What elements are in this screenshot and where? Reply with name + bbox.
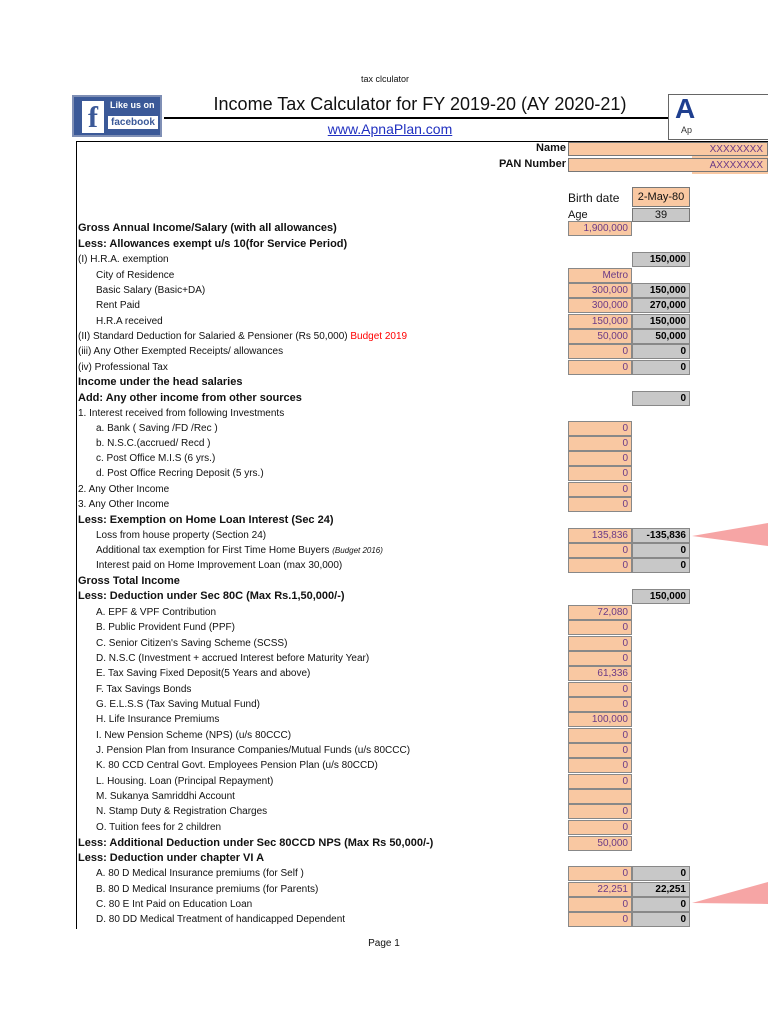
nps-row bbox=[78, 728, 768, 743]
row-label: Gross Total Income bbox=[78, 575, 180, 587]
row-label: M. Sukanya Samriddhi Account bbox=[96, 791, 235, 802]
tax-saving-fd-row bbox=[78, 666, 768, 681]
life-insurance-input[interactable]: 100,000 bbox=[568, 712, 632, 727]
row-label: Less: Exemption on Home Loan Interest (Sec 24) bbox=[78, 514, 334, 526]
sec-80c-value: 150,000 bbox=[632, 589, 690, 604]
row-label: 1. Interest received from following Investments bbox=[78, 408, 285, 419]
birth-date-input[interactable]: 2-May-80 bbox=[632, 187, 690, 207]
basic-salary-row bbox=[78, 283, 768, 298]
name-input[interactable]: XXXXXXXX bbox=[568, 142, 768, 156]
row-label: Rent Paid bbox=[96, 300, 140, 311]
facebook-like-button[interactable] bbox=[72, 95, 162, 137]
city-residence-row bbox=[78, 268, 768, 283]
pan-label: PAN Number bbox=[498, 158, 566, 170]
row-label: A. 80 D Medical Insurance premiums (for Self ) bbox=[96, 868, 304, 879]
page-title: Income Tax Calculator for FY 2019-20 (AY 2020-21) bbox=[213, 94, 627, 114]
ccd-pension-input[interactable]: 0 bbox=[568, 758, 632, 773]
standard-deduction-row bbox=[78, 329, 768, 344]
ppf-row bbox=[78, 620, 768, 635]
professional-tax-input[interactable]: 0 bbox=[568, 360, 632, 375]
row-label: 2. Any Other Income bbox=[78, 484, 170, 495]
any-other-income-input-2[interactable]: 0 bbox=[568, 497, 632, 512]
education-loan-row bbox=[78, 897, 768, 912]
education-loan-value: 0 bbox=[632, 897, 690, 912]
row-label: B. 80 D Medical Insurance premiums (for Parents) bbox=[96, 884, 319, 895]
row-label: Basic Salary (Basic+DA) bbox=[96, 285, 206, 296]
medical-parents-value: 22,251 bbox=[632, 882, 690, 897]
housing-loan-input[interactable]: 0 bbox=[568, 774, 632, 789]
medical-self-row bbox=[78, 866, 768, 881]
row-label: O. Tuition fees for 2 children bbox=[96, 822, 222, 833]
sukanya-input[interactable] bbox=[568, 789, 632, 804]
age-label: Age bbox=[568, 209, 588, 221]
pan-input[interactable]: AXXXXXXX bbox=[568, 158, 768, 172]
budget-note: Budget 2019 bbox=[350, 331, 408, 342]
logo-subtext: Ap bbox=[681, 125, 693, 135]
row-label: d. Post Office Recring Deposit (5 yrs.) bbox=[96, 468, 264, 479]
interest-investments-row bbox=[78, 406, 768, 421]
other-income-heading bbox=[78, 391, 768, 406]
other-income-value: 0 bbox=[632, 391, 690, 406]
row-label: K. 80 CCD Central Govt. Employees Pension Plan (u/s 80CCD) bbox=[96, 760, 378, 771]
row-label: Add: Any other income from other sources bbox=[78, 392, 302, 404]
house-property-loss-input[interactable]: 135,836 bbox=[568, 528, 632, 543]
tuition-fees-input[interactable]: 0 bbox=[568, 820, 632, 835]
row-label: (I) H.R.A. exemption bbox=[78, 254, 169, 265]
logo-letter: A bbox=[675, 93, 696, 124]
row-label: G. E.L.S.S (Tax Saving Mutual Fund) bbox=[96, 699, 260, 710]
hra-exemption-row bbox=[78, 252, 768, 267]
stamp-duty-input[interactable]: 0 bbox=[568, 804, 632, 819]
medical-parents-input[interactable]: 22,251 bbox=[568, 882, 632, 897]
row-label: Additional tax exemption for First Time Home Buyers bbox=[96, 545, 330, 556]
row-label: C. 80 E Int Paid on Education Loan bbox=[96, 899, 253, 910]
row-label: Gross Annual Income/Salary (with all allowances) bbox=[78, 222, 337, 234]
row-label: (II) Standard Deduction for Salaried & Pensioner (Rs 50,000) bbox=[78, 331, 348, 342]
nsc-interest-row bbox=[78, 436, 768, 451]
tax-savings-bonds-input[interactable]: 0 bbox=[568, 682, 632, 697]
epf-vpf-row bbox=[78, 605, 768, 620]
rent-paid-row bbox=[78, 298, 768, 313]
housing-loan-row bbox=[78, 774, 768, 789]
income-head-salaries-heading bbox=[78, 375, 768, 390]
row-label: Less: Allowances exempt u/s 10(for Service Period) bbox=[78, 238, 348, 250]
bank-interest-row bbox=[78, 421, 768, 436]
first-home-buyer-value: 0 bbox=[632, 543, 690, 558]
any-other-income-row-2 bbox=[78, 497, 768, 512]
row-label: N. Stamp Duty & Registration Charges bbox=[96, 806, 268, 817]
row-label: c. Post Office M.I.S (6 yrs.) bbox=[96, 453, 216, 464]
any-other-income-row-1 bbox=[78, 482, 768, 497]
facebook-like-label: Like us on bbox=[110, 100, 155, 110]
medical-self-value: 0 bbox=[632, 866, 690, 881]
hra-received-row bbox=[78, 314, 768, 329]
row-label: C. Senior Citizen's Saving Scheme (SCSS) bbox=[96, 638, 288, 649]
medical-self-input[interactable]: 0 bbox=[568, 866, 632, 881]
row-label: A. EPF & VPF Contribution bbox=[96, 607, 217, 618]
city-residence-input[interactable]: Metro bbox=[568, 268, 632, 283]
home-improvement-value: 0 bbox=[632, 558, 690, 573]
name-label: Name bbox=[536, 142, 566, 154]
other-exempted-value: 0 bbox=[632, 344, 690, 359]
pension-plan-row bbox=[78, 743, 768, 758]
birth-date-label: Birth date bbox=[568, 191, 620, 205]
post-office-mis-row bbox=[78, 451, 768, 466]
ppf-input[interactable]: 0 bbox=[568, 620, 632, 635]
gross-income-row bbox=[78, 221, 768, 236]
row-label: Loss from house property (Section 24) bbox=[96, 530, 267, 541]
bank-interest-input[interactable]: 0 bbox=[568, 421, 632, 436]
handicapped-dependent-input[interactable]: 0 bbox=[568, 912, 632, 927]
epf-vpf-input[interactable]: 72,080 bbox=[568, 605, 632, 620]
nsc-investment-row bbox=[78, 651, 768, 666]
stamp-duty-row bbox=[78, 804, 768, 819]
professional-tax-row bbox=[78, 360, 768, 375]
row-label: B. Public Provident Fund (PPF) bbox=[96, 622, 235, 633]
row-label: D. N.S.C (Investment + accrued Interest before Maturity Year) bbox=[96, 653, 370, 664]
sec-80ccd-heading bbox=[78, 836, 768, 851]
post-office-rd-row bbox=[78, 466, 768, 481]
sukanya-row bbox=[78, 789, 768, 804]
chapter-via-heading bbox=[78, 851, 768, 866]
basic-salary-value: 150,000 bbox=[632, 283, 690, 298]
row-label: City of Residence bbox=[96, 270, 175, 281]
row-label: (iv) Professional Tax bbox=[78, 362, 168, 373]
elss-row bbox=[78, 697, 768, 712]
row-label: Less: Deduction under Sec 80C (Max Rs.1,50,000/-) bbox=[78, 590, 345, 602]
row-label: b. N.S.C.(accrued/ Recd ) bbox=[96, 438, 211, 449]
age-value: 39 bbox=[632, 208, 690, 222]
tuition-fees-row bbox=[78, 820, 768, 835]
life-insurance-row bbox=[78, 712, 768, 727]
ccd-pension-row bbox=[78, 758, 768, 773]
allowances-exempt-heading bbox=[78, 237, 768, 252]
gross-income-input[interactable]: 1,900,000 bbox=[568, 221, 632, 236]
any-other-income-input-1[interactable]: 0 bbox=[568, 482, 632, 497]
education-loan-input[interactable]: 0 bbox=[568, 897, 632, 912]
nsc-investment-input[interactable]: 0 bbox=[568, 651, 632, 666]
sec-80ccd-input[interactable]: 50,000 bbox=[568, 836, 632, 851]
page-number: Page 1 bbox=[368, 938, 400, 949]
row-label: Income under the head salaries bbox=[78, 376, 243, 388]
row-label: I. New Pension Scheme (NPS) (u/s 80CCC) bbox=[96, 730, 292, 741]
gross-total-income-heading bbox=[78, 574, 768, 589]
standard-deduction-value: 50,000 bbox=[632, 329, 690, 344]
rent-paid-input[interactable]: 300,000 bbox=[568, 298, 632, 313]
sec-80c-heading bbox=[78, 589, 768, 604]
house-property-loss-row bbox=[78, 528, 768, 543]
scss-row bbox=[78, 636, 768, 651]
medical-parents-row bbox=[78, 882, 768, 897]
row-label: Less: Deduction under chapter VI A bbox=[78, 852, 265, 864]
other-exempted-input[interactable]: 0 bbox=[568, 344, 632, 359]
basic-salary-input[interactable]: 300,000 bbox=[568, 283, 632, 298]
tax-savings-bonds-row bbox=[78, 682, 768, 697]
facebook-icon: f bbox=[82, 101, 104, 133]
apnaplan-site-link[interactable]: www.ApnaPlan.com bbox=[327, 121, 453, 137]
row-label: D. 80 DD Medical Treatment of handicapped Dependent bbox=[96, 914, 346, 925]
tax-saving-fd-input[interactable]: 61,336 bbox=[568, 666, 632, 681]
hra-received-value: 150,000 bbox=[632, 314, 690, 329]
facebook-name-label: facebook bbox=[108, 116, 158, 129]
first-home-buyer-input[interactable]: 0 bbox=[568, 543, 632, 558]
elss-input[interactable]: 0 bbox=[568, 697, 632, 712]
apnaplan-logo bbox=[668, 94, 768, 140]
row-label: 3. Any Other Income bbox=[78, 499, 170, 510]
row-label: Less: Additional Deduction under Sec 80CCD NPS (Max Rs 50,000/-) bbox=[78, 837, 434, 849]
other-exempted-row bbox=[78, 344, 768, 359]
post-office-rd-input[interactable]: 0 bbox=[568, 466, 632, 481]
house-property-loss-value: -135,836 bbox=[632, 528, 690, 543]
row-label: (iii) Any Other Exempted Receipts/ allowances bbox=[78, 346, 284, 357]
row-label: F. Tax Savings Bonds bbox=[96, 684, 192, 695]
nps-input[interactable]: 0 bbox=[568, 728, 632, 743]
hra-received-input[interactable]: 150,000 bbox=[568, 314, 632, 329]
post-office-mis-input[interactable]: 0 bbox=[568, 451, 632, 466]
home-improvement-input[interactable]: 0 bbox=[568, 558, 632, 573]
budget-note: (Budget 2016) bbox=[332, 546, 383, 555]
sheet-name: tax clculator bbox=[360, 74, 410, 84]
handicapped-dependent-row bbox=[78, 912, 768, 927]
home-loan-heading bbox=[78, 513, 768, 528]
first-home-buyer-row bbox=[78, 543, 768, 558]
row-label: H.R.A received bbox=[96, 316, 163, 327]
row-label: H. Life Insurance Premiums bbox=[96, 714, 220, 725]
standard-deduction-input[interactable]: 50,000 bbox=[568, 329, 632, 344]
row-label: E. Tax Saving Fixed Deposit(5 Years and above) bbox=[96, 668, 311, 679]
handicapped-dependent-value: 0 bbox=[632, 912, 690, 927]
row-label: Interest paid on Home Improvement Loan (max 30,000) bbox=[96, 560, 343, 571]
nsc-interest-input[interactable]: 0 bbox=[568, 436, 632, 451]
rent-paid-value: 270,000 bbox=[632, 298, 690, 313]
pension-plan-input[interactable]: 0 bbox=[568, 743, 632, 758]
scss-input[interactable]: 0 bbox=[568, 636, 632, 651]
hra-exemption-value: 150,000 bbox=[632, 252, 690, 267]
row-label: L. Housing. Loan (Principal Repayment) bbox=[96, 776, 274, 787]
home-improvement-row bbox=[78, 558, 768, 573]
row-label: a. Bank ( Saving /FD /Rec ) bbox=[96, 423, 218, 434]
row-label: J. Pension Plan from Insurance Companies/Mutual Funds (u/s 80CCC) bbox=[96, 745, 411, 756]
professional-tax-value: 0 bbox=[632, 360, 690, 375]
